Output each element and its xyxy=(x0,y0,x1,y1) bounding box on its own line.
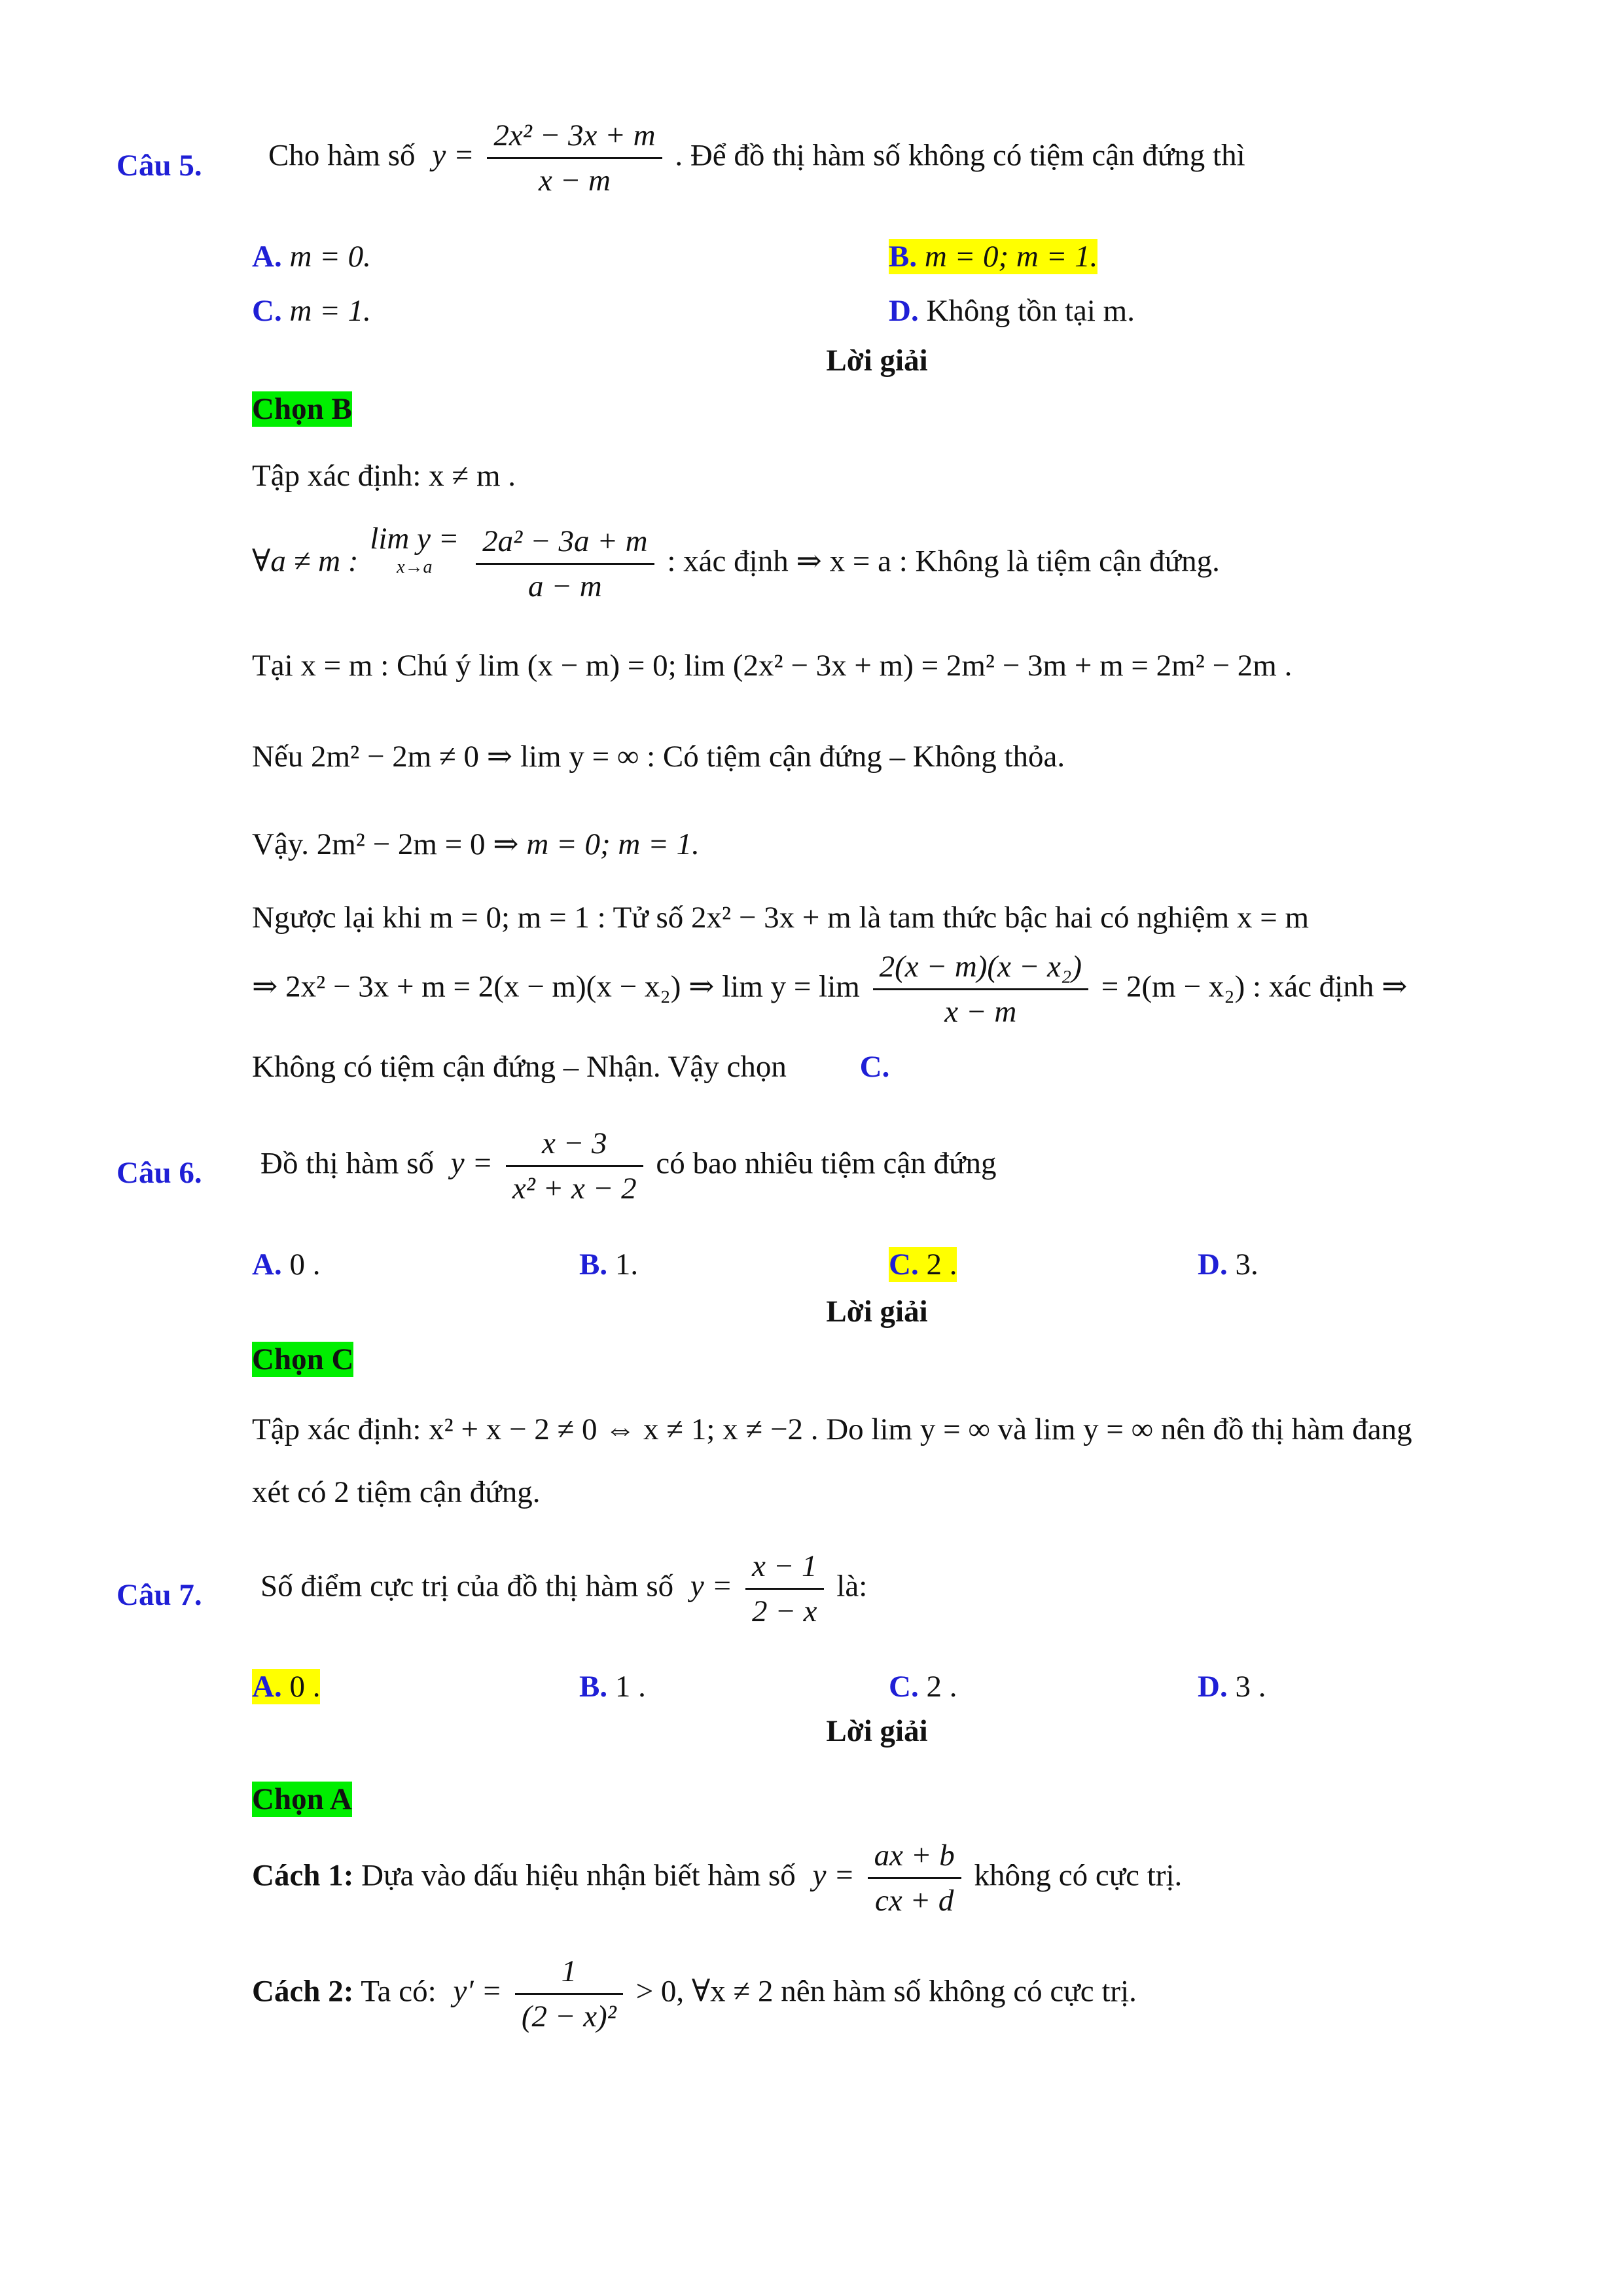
question-5-stem xyxy=(268,118,1245,198)
q6-solution-title: Lời giải xyxy=(826,1295,928,1329)
q5-line-8: Không có tiệm cận đứng – Nhận. Vậy chọn C. xyxy=(252,1050,890,1084)
q5-option-c: C. m = 1. xyxy=(252,294,371,328)
q5-stem-pre: Cho hàm số xyxy=(268,138,416,173)
question-6-label: Câu 6. xyxy=(116,1156,202,1190)
q6-option-c: C. 2 . xyxy=(889,1247,957,1282)
q5-line-6: Ngược lại khi m = 0; m = 1 : Tử số 2x² − 3x + m là tam thức bậc hai có nghiệm x = m xyxy=(252,901,1310,935)
question-5-label: Câu 5. xyxy=(116,149,202,183)
q6-line-1: Tập xác định: x² + x − 2 ≠ 0 ⇔ x ≠ 1; x ≠ −2 . Do lim y = ∞ và lim y = ∞ nên đồ thị hàm đang xyxy=(252,1412,1412,1446)
q6-option-d: D. 3. xyxy=(1198,1247,1258,1282)
q5-line-3: Tại x = m : Chú ý lim (x − m) = 0; lim (2x² − 3x + m) = 2m² − 3m + m = 2m² − 2m . xyxy=(252,649,1293,683)
q5-y-eq: y = xyxy=(432,138,474,173)
q7-answer: Chọn A xyxy=(252,1782,352,1816)
q5-answer: Chọn B xyxy=(252,392,352,426)
q5-stem-post: . Để đồ thị hàm số không có tiệm cận đứng thì xyxy=(675,138,1245,173)
q5-option-d: D. Không tồn tại m. xyxy=(889,294,1135,328)
question-7-label: Câu 7. xyxy=(116,1578,202,1612)
q7-option-a: A. 0 . xyxy=(252,1670,321,1704)
q6-option-a: A. 0 . xyxy=(252,1247,321,1282)
q6-line-2: xét có 2 tiệm cận đứng. xyxy=(252,1475,541,1509)
q5-frac-num: 2x² − 3x + m xyxy=(487,118,662,159)
q7-method-1: Cách 1: Dựa vào dấu hiệu nhận biết hàm số y = $\frac{ax + b}{cx + d}$ không có cực trị. xyxy=(252,1839,1183,1918)
q5-option-b: B. m = 0; m = 1. xyxy=(889,240,1098,274)
question-7-stem: Số điểm cực trị của đồ thị hàm số y = $\frac{x - 1}{2 - x}$ là: xyxy=(260,1549,868,1628)
q5-line-2: ∀a ≠ m : lim y = x→a $\frac{\text{2a² − 3a + m}}{a - m}$ : xác định ⇒ x = a : Không là tiệm cận đứng. xyxy=(252,522,1220,603)
q7-fraction: $\frac{x - 1}{2 - x}$ xyxy=(745,1549,824,1629)
q5-line-4: Nếu 2m² − 2m ≠ 0 ⇒ lim y = ∞ : Có tiệm cận đứng – Không thỏa. xyxy=(252,740,1065,774)
q5-option-a: A. m = 0. xyxy=(252,240,371,274)
q7-option-b: B. 1 . xyxy=(579,1670,646,1704)
q6-answer: Chọn C xyxy=(252,1342,354,1376)
q5-line-5: Vậy. 2m² − 2m = 0 ⇒ m = 0; m = 1. xyxy=(252,827,700,861)
q7-method-2: Cách 2: Ta có: y′ = $\frac{1}{\text{(2 − x)²}}$ > 0, ∀x ≠ 2 nên hàm số không có cực trị. xyxy=(252,1954,1137,2034)
q5-frac-den: x − m xyxy=(538,164,611,198)
q6-option-b: B. 1. xyxy=(579,1247,639,1282)
q5-line-7: ⇒ 2x² − 3x + m = 2(x − m)(x − x₂) ⇒ lim y = lim $\frac{\text{2(x − m)(x − x₂)}}{x - m}$ = 2(m − x₂) : xác định ⇒ xyxy=(252,950,1408,1029)
q7-solution-title: Lời giải xyxy=(826,1714,928,1748)
q5-fraction xyxy=(487,118,662,198)
q7-option-d: D. 3 . xyxy=(1198,1670,1266,1704)
q5-solution-title: Lời giải xyxy=(826,344,928,378)
q7-option-c: C. 2 . xyxy=(889,1670,957,1704)
q5-line-1: Tập xác định: x ≠ m . xyxy=(252,459,516,493)
q6-fraction: $\frac{x - 3}{\text{x² + x − 2}}$ xyxy=(506,1126,643,1206)
question-6-stem: Đồ thị hàm số y = $\frac{x - 3}{\text{x² + x − 2}}$ có bao nhiêu tiệm cận đứng xyxy=(260,1126,997,1206)
